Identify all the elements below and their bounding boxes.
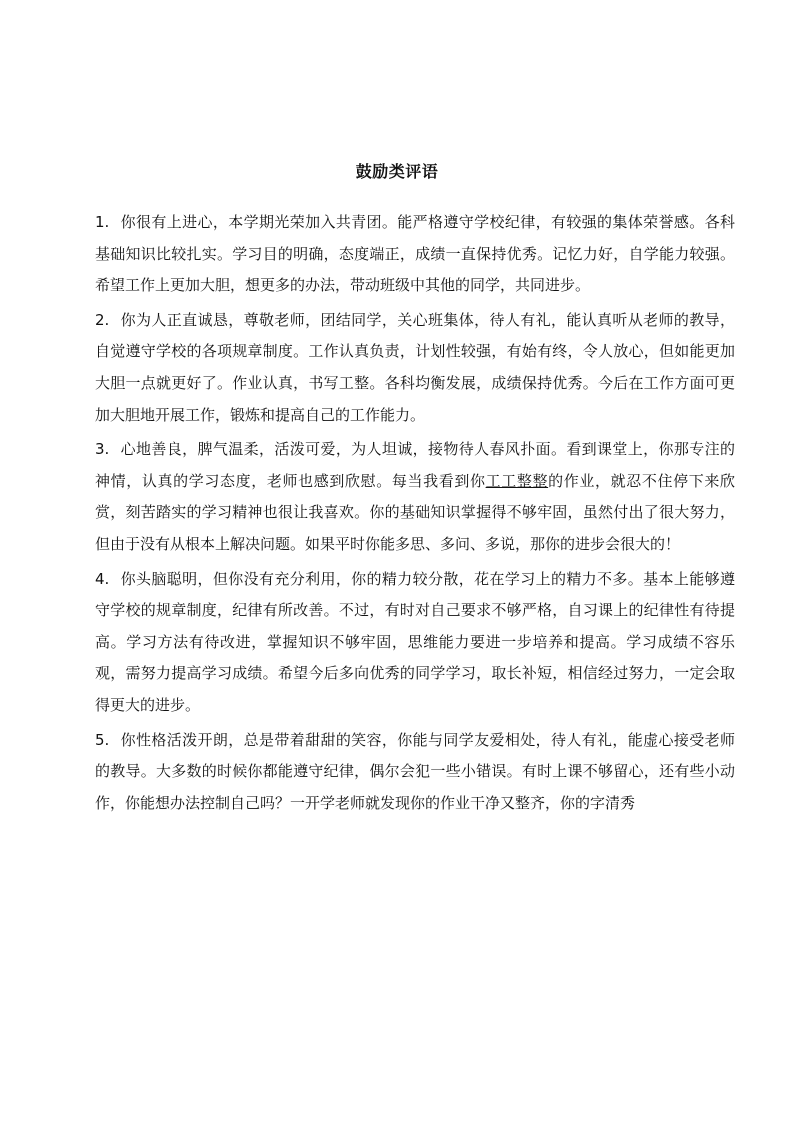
paragraph-4 xyxy=(95,564,735,722)
paragraph-text: 的作业，就忍不住停下来欣赏，刻苦踏实的学习精神也很让我喜欢。你的基础知识掌握得不够牢固，虽然付出了很大努力，但由于没有从根本上解决问题。如果平时你能多思、多问、多说，那你的进步会很大的！ xyxy=(95,471,735,553)
paragraph-text: 你头脑聪明，但你没有充分利用，你的精力较分散，花在学习上的精力不多。基本上能够遵守学校的规章制度，纪律有所改善。不过，有时对自己要求不够严格，自习课上的纪律性有待提高。学习方法有待改进，掌握知识不够牢固，思维能力要进一步培养和提高。学习成绩不容乐观，需努力提高学习成绩。希望今后多向优秀的同学学习，取长补短，相信经过努力，一定会取得更大的进步。 xyxy=(95,569,735,714)
document-body xyxy=(95,207,735,822)
paragraph-3 xyxy=(95,434,735,560)
paragraph-2 xyxy=(95,305,735,431)
paragraph-text: 心地善良，脾气温柔，活泼可爱，为人坦诚，接物待人春风扑面。看到课堂上，你那专注的神情，认真的学习态度，老师也感到欣慰。每当我看到你 xyxy=(95,440,735,490)
paragraph-text: 你很有上进心，本学期光荣加入共青团。能严格遵守学校纪律，有较强的集体荣誉感。各科基础知识比较扎实。学习目的明确，态度端正，成绩一直保持优秀。记忆力好，自学能力较强。希望工作上更加大胆，想更多的办法，带动班级中其他的同学，共同进步。 xyxy=(95,213,735,295)
paragraph-number: 3. xyxy=(95,440,110,459)
paragraph-text: 你为人正直诚恳，尊敬老师，团结同学，关心班集体，待人有礼，能认真听从老师的教导，自觉遵守学校的各项规章制度。工作认真负责，计划性较强，有始有终，令人放心，但如能更加大胆一点就更好了。作业认真，书写工整。各科均衡发展，成绩保持优秀。今后在工作方面可更加大胆地开展工作，锻炼和提高自己的工作能力。 xyxy=(95,310,735,424)
underlined-phrase: 工工整整 xyxy=(485,471,549,490)
paragraph-1 xyxy=(95,207,735,302)
paragraph-number: 2. xyxy=(95,310,110,329)
paragraph-text: 你性格活泼开朗，总是带着甜甜的笑容，你能与同学友爱相处，待人有礼，能虚心接受老师的教导。大多数的时候你都能遵守纪律，偶尔会犯一些小错误。有时上课不够留心，还有些小动作，你能想办法控制自己吗？一开学老师就发现你的作业干净又整齐，你的字清秀 xyxy=(95,730,735,812)
paragraph-number: 4. xyxy=(95,569,110,588)
paragraph-5 xyxy=(95,725,735,820)
paragraph-number: 1. xyxy=(95,213,110,231)
document-title: 鼓励类评语 xyxy=(355,162,439,181)
paragraph-number: 5. xyxy=(95,730,110,749)
